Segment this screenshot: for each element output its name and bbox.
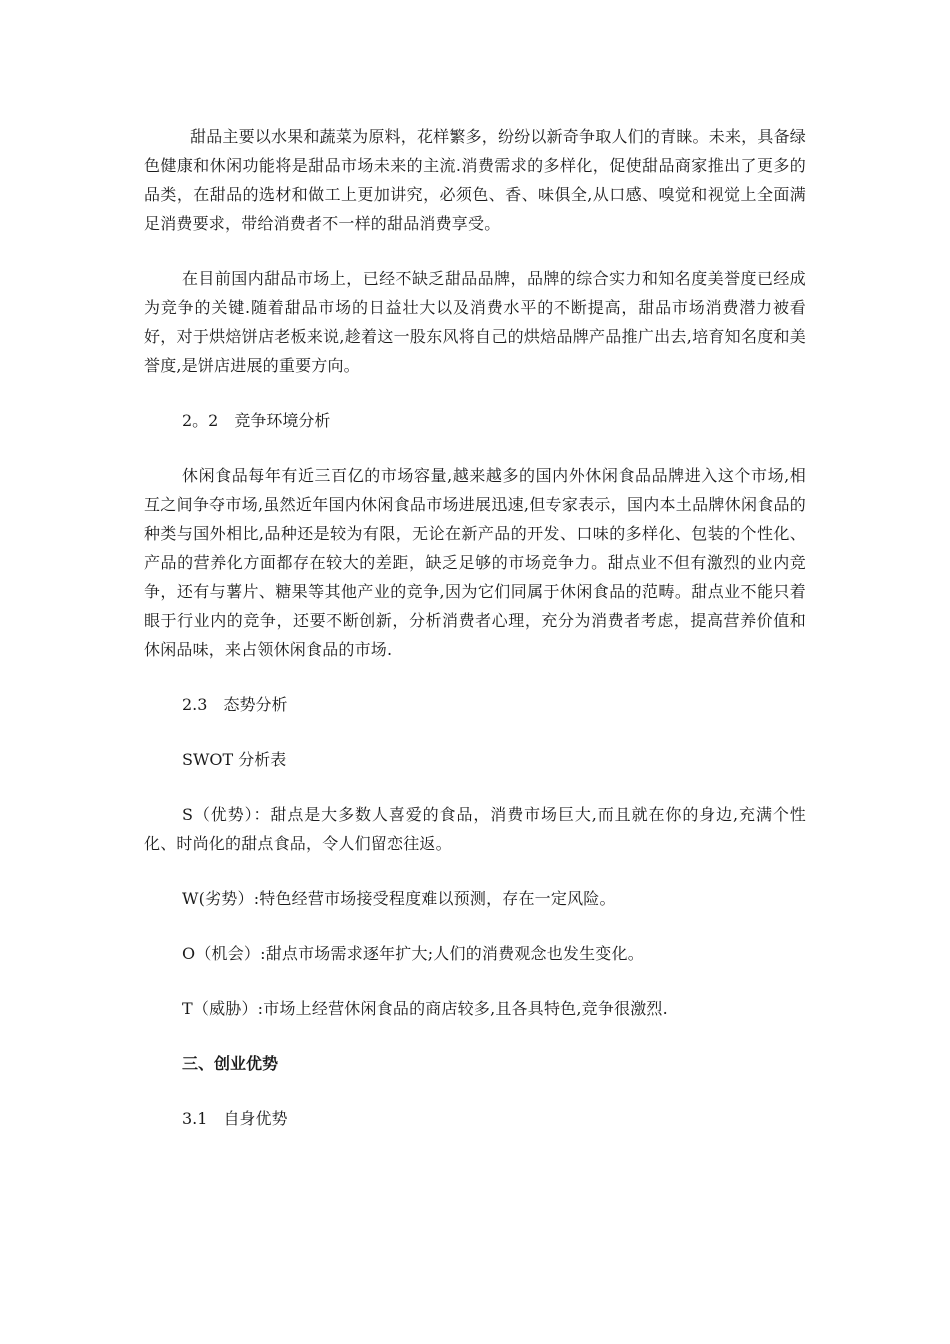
swot-opportunities: O（机会）:甜点市场需求逐年扩大;人们的消费观念也发生变化。 [182, 944, 644, 963]
swot-threats: T（威胁）:市场上经营休闲食品的商店较多,且各具特色,竞争很激烈. [182, 999, 668, 1018]
paragraph-competition: 休闲食品每年有近三百亿的市场容量,越来越多的国内外休闲食品品牌进入这个市场,相互之间争夺市场,虽然近年国内休闲食品市场进展迅速,但专家表示，国内本土品牌休闲食品的种类与国外相比,品种还是较为有限，无论在新产品的开发、口味的多样化、包装的个性化、产品的营养化方面都存在较大的差距，缺乏足够的市场竞争力。甜点业不但有激烈的业内竞争，还有与薯片、糖果等其他产业的竞争,因为它们同属于休闲食品的范畴。甜点业不能只着眼于行业内的竞争，还要不断创新，分析消费者心理，充分为消费者考虑，提高营养价值和休闲品味，来占领休闲食品的市场. [144, 466, 806, 659]
section-heading-2-3: 2.3 态势分析 [182, 695, 288, 714]
document-body [144, 122, 806, 1159]
section-heading-3-1: 3.1 自身优势 [182, 1109, 288, 1128]
paragraph-dessert-market: 在目前国内甜品市场上，已经不缺乏甜品品牌，品牌的综合实力和知名度美誉度已经成为竞争的关键.随着甜品市场的日益壮大以及消费水平的不断提高，甜品市场消费潜力被看好，对于烘焙饼店老板来说,趁着这一股东风将自己的烘焙品牌产品推广出去,培育知名度和美誉度,是饼店进展的重要方向。 [144, 269, 806, 375]
swot-strengths: S（优势）：甜点是大多数人喜爱的食品，消费市场巨大,而且就在你的身边,充满个性化、时尚化的甜点食品，令人们留恋往返。 [144, 805, 806, 853]
paragraph-dessert-trend: 甜品主要以水果和蔬菜为原料，花样繁多，纷纷以新奇争取人们的青睐。未来，具备绿色健康和休闲功能将是甜品市场未来的主流.消费需求的多样化，促使甜品商家推出了更多的品类，在甜品的选材和做工上更加讲究，必须色、香、味俱全,从口感、嗅觉和视觉上全面满足消费要求，带给消费者不一样的甜品消费享受。 [144, 127, 806, 233]
swot-weaknesses: W(劣势）:特色经营市场接受程度难以预测，存在一定风险。 [182, 889, 616, 908]
section-heading-3: 三、创业优势 [182, 1054, 279, 1073]
section-heading-2-2: 2。2 竞争环境分析 [182, 411, 331, 430]
swot-title: SWOT 分析表 [182, 750, 287, 769]
